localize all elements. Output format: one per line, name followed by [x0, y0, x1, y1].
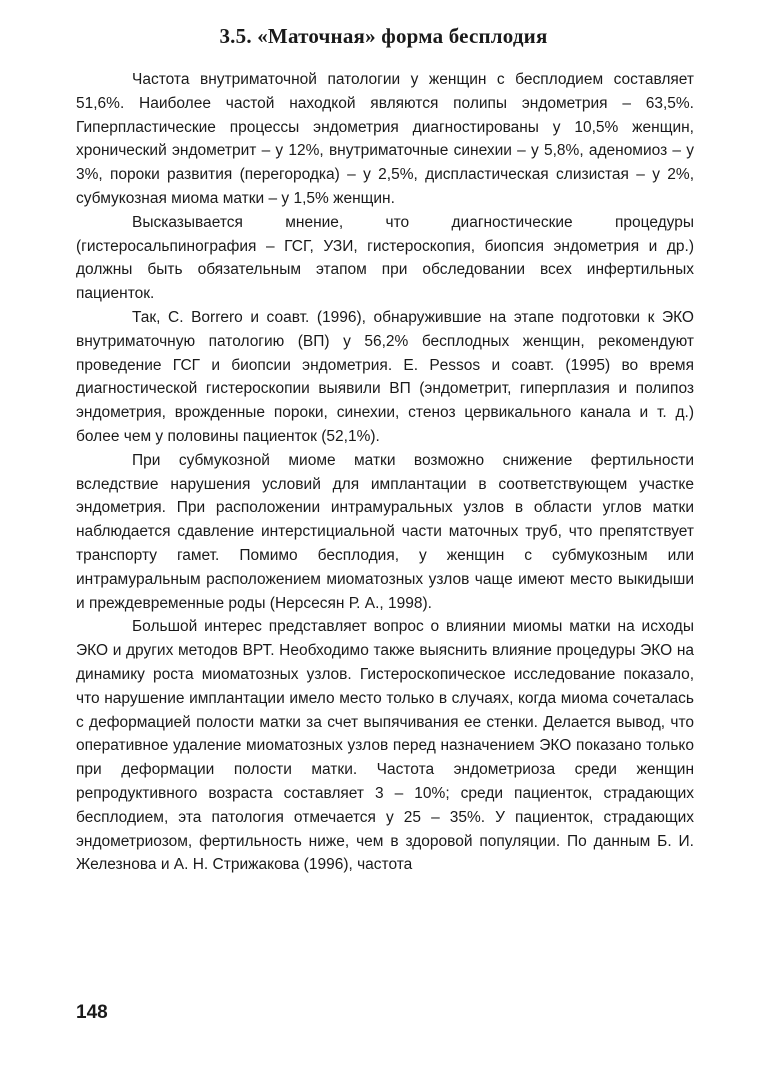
paragraph: Большой интерес представляет вопрос о влиянии миомы матки на исходы ЭКО и других методов ВРТ. Необходимо также выяснить влияние процедуры ЭКО на динамику роста миоматозных узлов. Гистероскопическое исследование показало, что нарушение имплантации имело место только в случаях, когда миома сочеталась с деформацией полости матки за счет выпячивания ее стенки. Делается вывод, что оперативное удаление миоматозных узлов перед назначением ЭКО показано только при деформации полости матки. Частота эндометриоза среди женщин репродуктивного возраста составляет 3 – 10%; среди пациенток, страдающих бесплодием, эта патология отмечается у 25 – 35%. У пациенток, страдающих эндометриозом, фертильность ниже, чем в здоровой популяции. По данным Б. И. Железнова и А. Н. Стрижакова (1996), частота — [76, 618, 694, 874]
paragraph: Частота внутриматочной патологии у женщин с бесплодием составляет 51,6%. Наиболее частой находкой являются полипы эндометрия – 63,5%. Гиперпластические процессы эндометрия диагностированы у 10,5% женщин, хронический эндометрит – у 12%, внутриматочные синехии – у 5,8%, аденомиоз – у 3%, пороки развития (перегородка) – у 2,5%, диспластическая слизистая – у 2%, субмукозная миома матки – у 1,5% женщин. — [76, 71, 694, 207]
paragraph: При субмукозной миоме матки возможно снижение фертильности вследствие нарушения условий для имплантации в соответствующем участке эндометрия. При расположении интрамуральных узлов в области углов матки наблюдается сдавление интерстициальной части маточных труб, что препятствует транспорту гамет. Помимо бесплодия, у женщин с субмукозным или интрамуральным расположением миоматозных узлов чаще имеют место выкидыши и преждевременные роды (Нерсесян Р. А., 1998). — [76, 451, 694, 612]
page-number: 148 — [76, 1002, 108, 1023]
paragraph: Так, С. Borrero и соавт. (1996), обнаружившие на этапе подготовки к ЭКО внутриматочную патологию (ВП) у 56,2% бесплодных женщин, рекомендуют проведение ГСГ и биопсии эндометрия. Е. Pessos и соавт. (1995) во время диагностической гистероскопии выявили ВП (эндометрит, гиперплазия и полипоз эндометрия, врожденные пороки, синехии, стеноз цервикального канала и т. д.) более чем у половины пациенток (52,1%). — [76, 308, 694, 445]
section-title: 3.5. «Маточная» форма бесплодия — [219, 24, 548, 48]
body-text — [76, 68, 694, 877]
paragraph: Высказывается мнение, что диагностические процедуры (гистеросальпинография – ГСГ, УЗИ, гистероскопия, биопсия эндометрия и др.) должны быть обязательным этапом при обследовании всех инфертильных пациенток. — [76, 213, 694, 303]
